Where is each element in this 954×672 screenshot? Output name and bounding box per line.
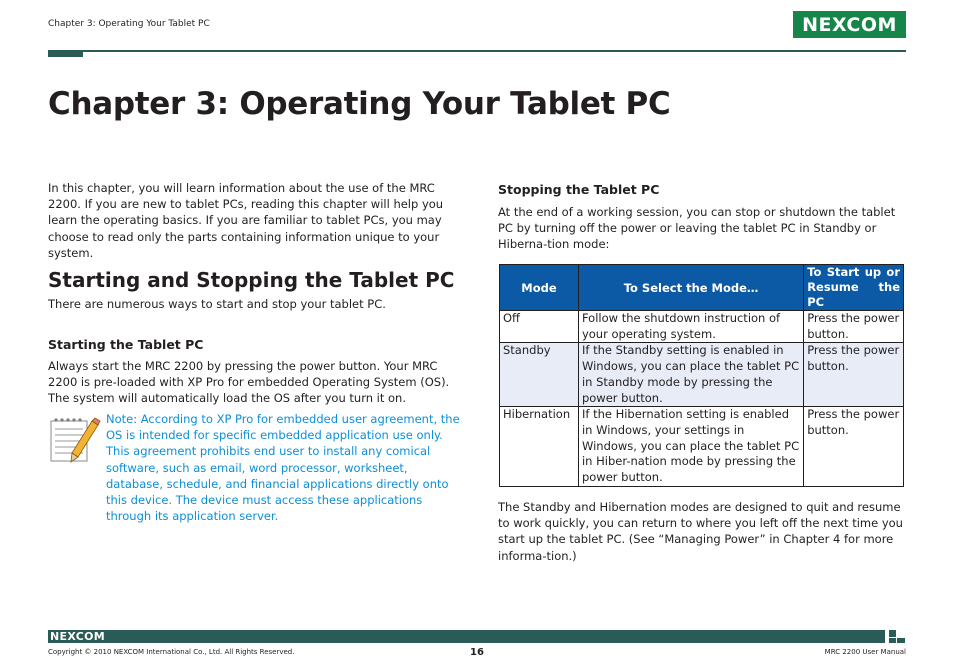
table-header-mode: Mode — [500, 265, 579, 311]
table-cell: If the Standby setting is enabled in Windows, you can place the tablet PC in Standby mode by pressing the power button. — [578, 343, 803, 407]
table-row — [500, 311, 904, 343]
footer-bar — [48, 630, 885, 643]
notepad-pencil-icon — [48, 415, 102, 465]
table-cell: Hibernation — [500, 407, 579, 487]
closing-paragraph: The Standby and Hibernation modes are designed to quit and resume to work quickly, you can return to where you left off the next time you start up the tablet PC. (See “Managing Power” in Chapter 4 for more informa-tion.) — [498, 500, 903, 563]
stopping-heading: Stopping the Tablet PC — [498, 182, 660, 197]
copyright-text: Copyright © 2010 NEXCOM International Co., Ltd. All Rights Reserved. — [48, 648, 295, 656]
table-row — [500, 343, 904, 407]
section-subtitle: There are numerous ways to start and stop your tablet PC. — [48, 297, 386, 311]
table-header-resume: To Start up or Resume the PC — [804, 265, 904, 311]
table-cell: Off — [500, 311, 579, 343]
footer-logo: NEXCOM — [50, 630, 105, 643]
table-header-row — [500, 265, 904, 311]
intro-section — [48, 180, 460, 261]
corner-squares-icon — [889, 630, 907, 643]
starting-heading: Starting the Tablet PC — [48, 337, 204, 352]
manual-name: MRC 2200 User Manual — [824, 648, 906, 656]
table-cell: Standby — [500, 343, 579, 407]
table-cell: Press the power button. — [804, 407, 904, 487]
table-cell: If the Hibernation setting is enabled in Windows, your settings in Windows, you can place the tablet PC in Hiber-nation mode by pressing the power button. — [578, 407, 803, 487]
header-rule — [48, 50, 906, 52]
starting-paragraph: Always start the MRC 2200 by pressing the power button. Your MRC 2200 is pre-loaded with XP Pro for embedded Operating System (OS). The system will automatically load the OS after you turn it on. — [48, 359, 450, 406]
page-number: 16 — [470, 647, 484, 658]
stopping-paragraph: At the end of a working session, you can stop or shutdown the tablet PC by turning off the power or leaving the tablet PC in Standby or Hiberna-tion mode: — [498, 205, 896, 252]
table-cell: Press the power button. — [804, 311, 904, 343]
running-header: Chapter 3: Operating Your Tablet PC — [48, 19, 210, 29]
modes-table — [499, 264, 904, 487]
section-heading: Starting and Stopping the Tablet PC — [48, 268, 455, 292]
table-row — [500, 407, 904, 487]
nexcom-logo: NEXCOM — [793, 11, 906, 38]
note-text: Note: According to XP Pro for embedded user agreement, the OS is intended for specific embedded application use only. This agreement prohibits end user to install any comical software, such as email, word processor, worksheet, database, schedule, and financial applications directly onto this device. The device must access these applications through its application server. — [106, 412, 460, 524]
header-accent-block — [48, 50, 83, 57]
intro-paragraph: In this chapter, you will learn information about the use of the MRC 2200. If you are new to tablet PCs, reading this chapter will help you learn the operating basics. If you are familiar to tablet PCs, you may choose to read only the parts containing information unique to your system. — [48, 181, 444, 260]
table-cell: Follow the shutdown instruction of your operating system. — [578, 311, 803, 343]
chapter-title: Chapter 3: Operating Your Tablet PC — [48, 86, 671, 122]
table-cell: Press the power button. — [804, 343, 904, 407]
table-header-select: To Select the Mode… — [578, 265, 803, 311]
